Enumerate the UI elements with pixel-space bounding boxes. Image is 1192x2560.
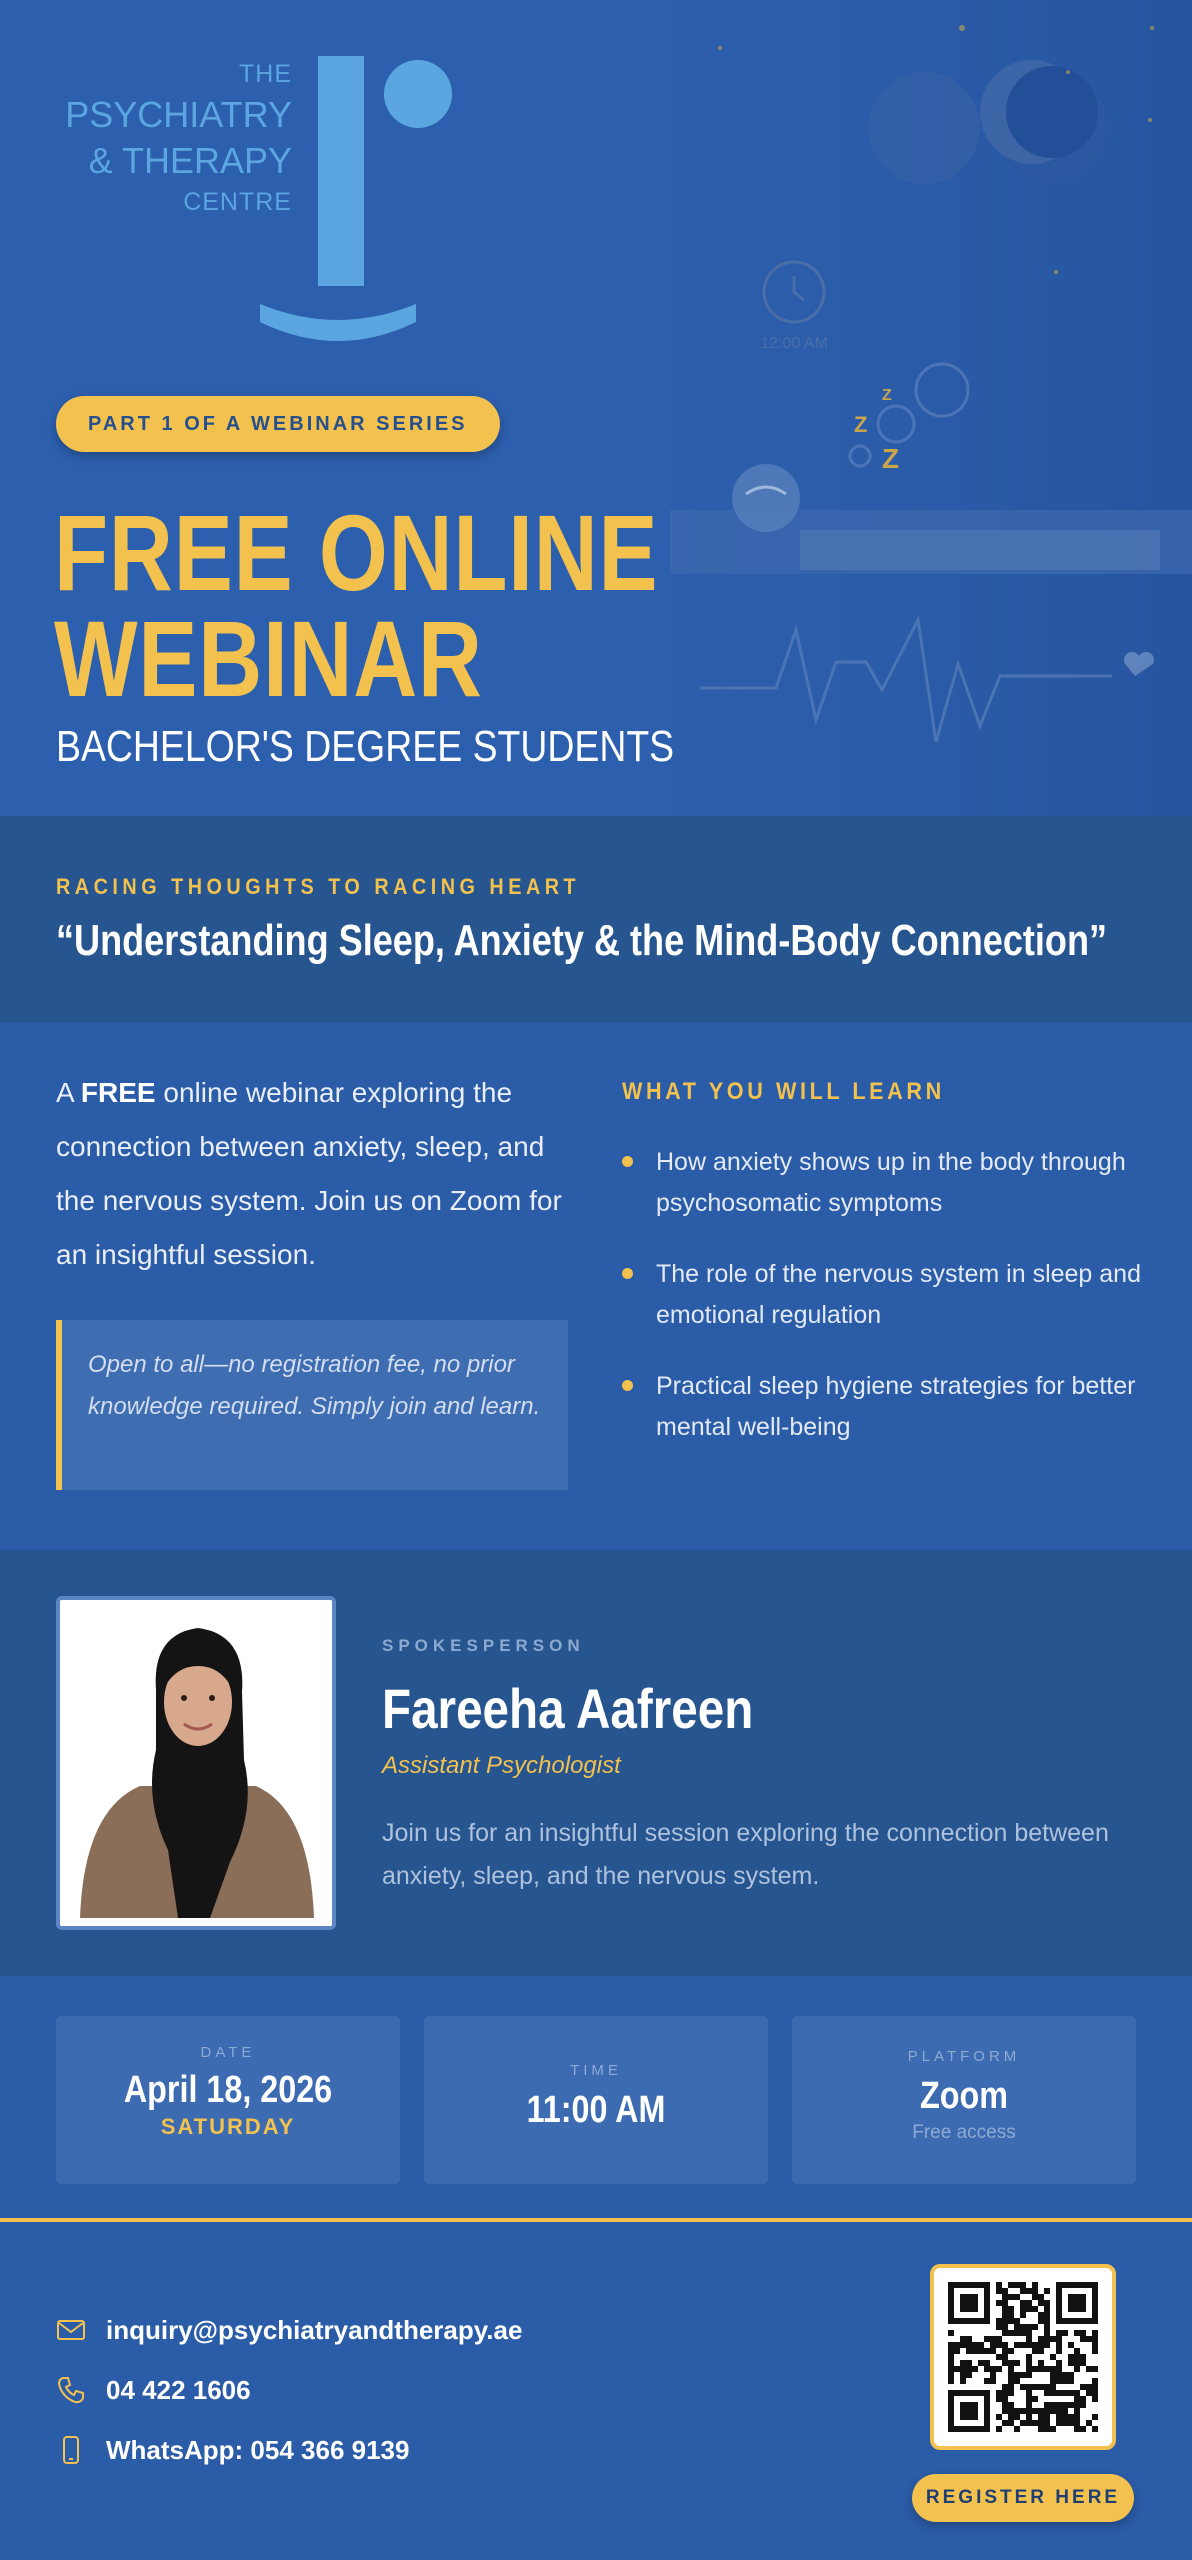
date-value: April 18, 2026 bbox=[123, 2069, 333, 2111]
logo-line-the: THE bbox=[239, 60, 292, 88]
date-weekday: SATURDAY bbox=[160, 2114, 296, 2139]
centre-logo bbox=[56, 52, 476, 352]
intro-free-emphasis: FREE bbox=[80, 1077, 156, 1108]
headline bbox=[54, 492, 659, 719]
learn-item bbox=[622, 1254, 1142, 1336]
headline-line-2: WEBINAR bbox=[54, 598, 483, 719]
speaker-section bbox=[0, 1550, 1192, 1976]
intro-prefix: A bbox=[56, 1077, 81, 1108]
time-value: 11:00 AM bbox=[526, 2089, 666, 2131]
bullet-icon bbox=[622, 1380, 633, 1391]
whatsapp-text[interactable]: WhatsApp: 054 366 9139 bbox=[106, 2434, 410, 2465]
logo-wordmark bbox=[56, 56, 292, 220]
intro-rest: online webinar exploring the connection between anxiety, sleep, and the nervous system. Join us on Zoom for an insightful session. bbox=[56, 1077, 562, 1270]
speaker-portrait-illustration bbox=[60, 1600, 332, 1926]
zzz-small: Z bbox=[882, 387, 892, 404]
qr-code bbox=[948, 2282, 1098, 2432]
platform-label: PLATFORM bbox=[907, 2048, 1021, 2065]
platform-note: Free access bbox=[912, 2122, 1016, 2143]
open-to-all-callout: Open to all—no registration fee, no prior knowledge required. Simply join and learn. bbox=[56, 1320, 568, 1490]
learn-item-text: How anxiety shows up in the body through psychosomatic symptoms bbox=[656, 1148, 1126, 1217]
topic-kicker: RACING THOUGHTS TO RACING HEART bbox=[56, 874, 581, 899]
sleep-illustration bbox=[660, 0, 1192, 816]
date-label: DATE bbox=[200, 2044, 256, 2061]
intro-paragraph bbox=[56, 1066, 576, 1282]
logo-line-therapy: & THERAPY bbox=[88, 140, 292, 181]
email-text[interactable]: inquiry@psychiatryandtherapy.ae bbox=[106, 2314, 523, 2345]
phone-icon bbox=[56, 2375, 86, 2405]
mail-icon bbox=[56, 2315, 86, 2345]
time-label: TIME bbox=[570, 2062, 622, 2079]
intro-section bbox=[0, 1022, 1192, 1550]
registration-qr-code[interactable] bbox=[930, 2264, 1116, 2450]
learn-list bbox=[622, 1142, 1142, 1478]
audience-heading: BACHELOR'S DEGREE STUDENTS bbox=[56, 722, 675, 771]
whatsapp-contact[interactable] bbox=[56, 2430, 409, 2470]
time-card bbox=[424, 2016, 768, 2184]
learn-heading: WHAT YOU WILL LEARN bbox=[622, 1078, 945, 1105]
platform-card bbox=[792, 2016, 1136, 2184]
logo-smile-mark bbox=[256, 296, 420, 356]
platform-value: Zoom bbox=[920, 2075, 1008, 2117]
webinar-series-badge: PART 1 OF A WEBINAR SERIES bbox=[56, 396, 500, 452]
headline-line-1: FREE ONLINE bbox=[54, 492, 659, 613]
date-card bbox=[56, 2016, 400, 2184]
topic-band bbox=[0, 816, 1192, 1022]
logo-line-centre: CENTRE bbox=[183, 188, 292, 216]
register-button[interactable]: REGISTER HERE bbox=[912, 2474, 1134, 2522]
phone-text[interactable]: 04 422 1606 bbox=[106, 2374, 251, 2405]
speaker-photo bbox=[56, 1596, 336, 1930]
learn-item-text: The role of the nervous system in sleep and emotional regulation bbox=[656, 1260, 1141, 1329]
hero-section bbox=[0, 0, 1192, 816]
event-details bbox=[0, 1976, 1192, 2222]
logo-line-psychiatry: PSYCHIATRY bbox=[65, 94, 292, 135]
zzz-large: Z bbox=[882, 443, 900, 474]
speaker-role: Assistant Psychologist bbox=[382, 1752, 621, 1779]
logo-dot-mark bbox=[384, 60, 452, 128]
mobile-icon bbox=[56, 2435, 86, 2465]
learn-item bbox=[622, 1366, 1142, 1448]
learn-item-text: Practical sleep hygiene strategies for better mental well-being bbox=[656, 1372, 1136, 1441]
bullet-icon bbox=[622, 1268, 633, 1279]
topic-title: “Understanding Sleep, Anxiety & the Mind-Body Connection” bbox=[56, 916, 1108, 965]
contact-footer bbox=[0, 2222, 1192, 2560]
learn-item bbox=[622, 1142, 1142, 1224]
zzz-medium: Z bbox=[854, 412, 868, 437]
clock-caption: 12:00 AM bbox=[760, 335, 828, 352]
bullet-icon bbox=[622, 1156, 633, 1167]
speaker-description: Join us for an insightful session exploring the connection between anxiety, sleep, and the nervous system. bbox=[382, 1819, 1109, 1890]
phone-contact[interactable] bbox=[56, 2370, 251, 2410]
email-contact[interactable] bbox=[56, 2310, 522, 2350]
speaker-name: Fareeha Aafreen bbox=[382, 1677, 754, 1740]
logo-bar-mark bbox=[318, 56, 364, 286]
speaker-kicker: SPOKESPERSON bbox=[382, 1636, 585, 1655]
